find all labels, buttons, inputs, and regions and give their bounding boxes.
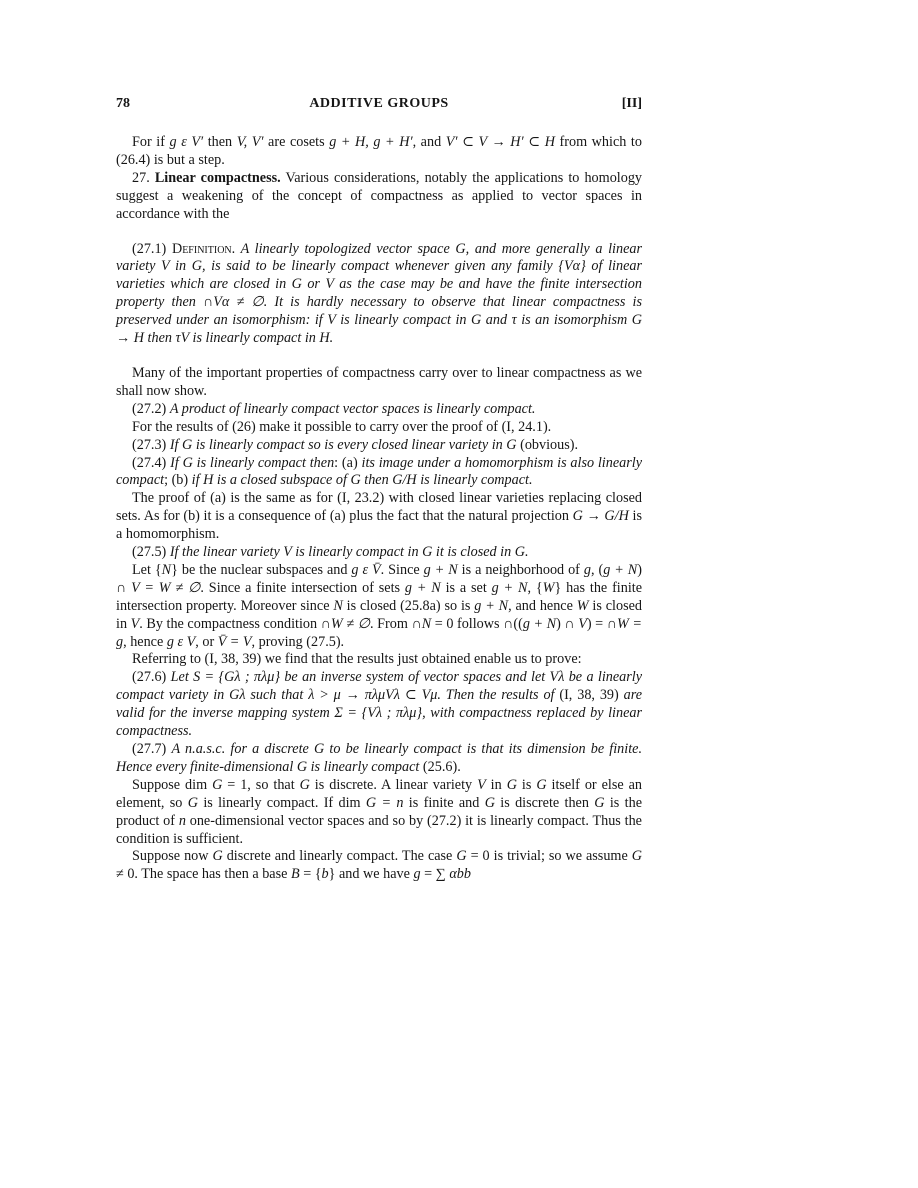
text-segment: G bbox=[212, 776, 223, 793]
text-segment: , ( bbox=[590, 561, 604, 578]
text-segment: A linearly topologized vector space G, and more generally a linear variety V in G, is said to be linearly compact whenever given any family {V bbox=[116, 240, 642, 275]
text-segment: g + N bbox=[404, 579, 441, 596]
text-segment: G bbox=[456, 848, 467, 865]
text-segment: Many of the important properties of compactness carry over to linear compactness as we shall now show. bbox=[116, 364, 642, 399]
text-segment: discrete and linearly compact. The case bbox=[222, 848, 457, 865]
text-segment: = 0 follows ∩(( bbox=[431, 615, 523, 632]
chapter-number: [II] bbox=[621, 96, 642, 111]
text-segment: V = W ≠ ∅ bbox=[131, 579, 201, 596]
text-segment: be a linearly compact variety in G bbox=[116, 669, 643, 704]
text-segment: V bbox=[385, 687, 394, 704]
text-segment: N bbox=[333, 597, 343, 614]
page-body bbox=[116, 134, 642, 884]
running-title: ADDITIVE GROUPS bbox=[309, 96, 449, 111]
text-segment: λ bbox=[393, 687, 400, 704]
text-segment: itself or else an element, so bbox=[116, 776, 643, 811]
text-segment: ≠ 0. The space has then a base bbox=[116, 866, 291, 883]
paragraph-p10 bbox=[116, 544, 642, 562]
text-segment: α bbox=[221, 294, 230, 311]
text-segment: , hence bbox=[123, 633, 167, 650]
text-segment: : (a) bbox=[334, 454, 362, 471]
text-segment: b bbox=[463, 866, 471, 883]
text-segment: μ bbox=[430, 687, 438, 704]
text-segment: Referring to (I, 38, 39) we find that the results just obtained enable us to prove: bbox=[132, 651, 582, 668]
text-segment: W bbox=[542, 579, 555, 596]
paragraph-p12 bbox=[116, 651, 642, 669]
paragraph-p3 bbox=[116, 241, 642, 348]
text-segment: is a neighborhood of bbox=[457, 561, 584, 578]
text-segment: g bbox=[583, 561, 591, 578]
text-segment: , { bbox=[527, 579, 543, 596]
text-segment: G bbox=[212, 848, 223, 865]
text-segment: Let { bbox=[132, 561, 162, 578]
text-segment: } be an inverse system of vector spaces and let V bbox=[274, 669, 559, 686]
text-segment: ; π bbox=[382, 705, 404, 722]
text-segment: is closed in bbox=[116, 597, 642, 632]
text-segment: , proving (27.5). bbox=[251, 633, 345, 650]
text-segment: } be the nuclear subspaces and bbox=[171, 561, 352, 578]
text-segment: , and bbox=[412, 134, 446, 150]
text-segment: is discrete. A linear variety bbox=[309, 776, 478, 793]
text-segment: is discrete then bbox=[494, 794, 595, 811]
paragraph-p11 bbox=[116, 562, 642, 652]
text-segment: ⊂ V bbox=[399, 687, 431, 704]
paragraph-p6 bbox=[116, 419, 642, 437]
text-segment: N bbox=[421, 615, 432, 632]
text-segment: V̄ = V bbox=[217, 633, 252, 650]
text-segment: G bbox=[631, 848, 642, 865]
text-segment: V′ ⊂ V → H′ ⊂ H bbox=[445, 134, 555, 150]
text-segment: W bbox=[576, 597, 589, 614]
text-segment: B bbox=[290, 866, 300, 883]
text-segment: , or bbox=[195, 633, 218, 650]
text-segment: } and we have bbox=[328, 866, 414, 883]
text-segment: G = n bbox=[365, 794, 404, 811]
text-segment: (25.6). bbox=[419, 758, 461, 775]
text-segment: ) ∩ bbox=[556, 615, 579, 632]
text-segment: For if bbox=[132, 134, 170, 150]
text-segment: b bbox=[321, 866, 329, 883]
text-segment: V, V′ bbox=[236, 134, 264, 150]
paragraph-p13 bbox=[116, 669, 642, 741]
text-segment: , and hence bbox=[508, 597, 577, 614]
text-segment: Definition. bbox=[171, 240, 236, 257]
text-segment: α bbox=[449, 866, 457, 883]
text-segment: For the results of (26) make it possible to carry over the proof of (I, 24.1). bbox=[132, 418, 552, 435]
text-segment: is the product of bbox=[116, 794, 642, 829]
paragraph-p2 bbox=[116, 170, 642, 224]
text-segment: g ε V bbox=[166, 633, 196, 650]
text-segment: (27.2) bbox=[132, 400, 170, 417]
text-segment: λμ bbox=[261, 669, 275, 686]
paragraph-p5 bbox=[116, 401, 642, 419]
text-segment: λ bbox=[239, 687, 246, 704]
text-segment: Suppose dim bbox=[132, 776, 213, 793]
text-segment: is a set bbox=[440, 579, 492, 596]
text-segment: (27.3) bbox=[132, 436, 170, 453]
text-segment: = { bbox=[299, 866, 322, 883]
page-header bbox=[116, 96, 642, 118]
text-segment: g + H, g + H′ bbox=[329, 134, 413, 150]
text-segment: λ bbox=[234, 669, 241, 686]
text-segment: = 1, so that bbox=[222, 776, 300, 793]
text-segment: V bbox=[578, 615, 587, 632]
text-segment: Let S = {G bbox=[170, 669, 235, 686]
text-segment: is bbox=[516, 776, 537, 793]
text-segment: The proof of (a) is the same as for (I, 23.2) with closed linear varieties replacing closed sets. As for (b) it is a consequence of (a) plus the fact that the natural projection bbox=[116, 490, 642, 525]
paragraph-p8 bbox=[116, 455, 642, 491]
paragraph-p14 bbox=[116, 741, 642, 777]
text-segment: Linear compactness. bbox=[154, 169, 281, 186]
text-segment: G bbox=[299, 776, 310, 793]
text-segment: If G is linearly compact so is every closed linear variety in G bbox=[169, 436, 517, 453]
paragraph-p9 bbox=[116, 490, 642, 544]
text-segment: (obvious). bbox=[516, 436, 579, 453]
text-segment: g ε V̄ bbox=[351, 561, 381, 578]
paragraph-spacer bbox=[116, 348, 642, 365]
text-segment: ) = ∩ bbox=[586, 615, 618, 632]
text-segment: A n.a.s.c. for a discrete G to be linearly compact is that its dimension be finite. Hence every finite-dimensional G is linearly compact bbox=[116, 741, 643, 775]
text-segment: G bbox=[594, 794, 605, 811]
paragraph-spacer bbox=[116, 224, 642, 241]
text-segment: V bbox=[477, 776, 486, 793]
text-segment: from which to (26.4) is but a step. bbox=[116, 134, 642, 168]
text-segment: (I, 38, 39) bbox=[554, 687, 624, 704]
text-segment: if H is a closed subspace of G then G/H is linearly compact. bbox=[191, 472, 533, 489]
text-segment: b bbox=[456, 866, 464, 883]
text-segment: λμ bbox=[403, 705, 417, 722]
text-segment: G bbox=[187, 794, 198, 811]
text-segment: g + N bbox=[423, 561, 458, 578]
text-segment: = 0 is trivial; so we assume bbox=[466, 848, 632, 865]
text-segment: Suppose now bbox=[132, 848, 213, 865]
text-segment: G bbox=[506, 776, 517, 793]
text-segment: (27.5) bbox=[132, 544, 170, 561]
text-segment: 27. bbox=[132, 169, 155, 186]
page-number: 78 bbox=[116, 96, 130, 111]
text-segment: If the linear variety V is linearly compact in G it is closed in G. bbox=[169, 544, 529, 561]
text-segment: . From ∩ bbox=[370, 615, 422, 632]
text-segment: G bbox=[484, 794, 495, 811]
text-segment: is closed (25.8a) so is bbox=[342, 597, 475, 614]
text-segment: λ bbox=[375, 705, 383, 722]
text-segment: . Since a finite intersection of sets bbox=[200, 579, 405, 596]
text-segment: g bbox=[413, 866, 421, 883]
text-segment: g + N bbox=[603, 561, 638, 578]
text-segment: its image under a homomorphism is also linearly compact bbox=[116, 454, 642, 489]
paragraph-p4 bbox=[116, 365, 642, 401]
paragraph-p1 bbox=[116, 134, 642, 170]
text-segment: n bbox=[178, 812, 186, 829]
text-segment: λ bbox=[558, 669, 565, 686]
text-segment: are cosets bbox=[263, 134, 330, 150]
text-segment: are valid for the inverse mapping system Σ = {V bbox=[116, 687, 643, 722]
text-segment: ≠ ∅. It is hardly necessary to observe that linear compactness is preserved under an isomorphism: if V is linearly compact in G and τ is an isomorphism G → H then τV is linearly compact in H. bbox=[116, 294, 642, 347]
text-segment: one-dimensional vector spaces and so by (27.2) it is linearly compact. Thus the condition is sufficient. bbox=[116, 812, 642, 847]
text-segment: . Then the results of bbox=[437, 687, 555, 704]
text-segment: is linearly compact. If dim bbox=[197, 794, 366, 811]
text-segment: If G is linearly compact then bbox=[170, 454, 335, 471]
text-segment: α bbox=[572, 258, 581, 275]
text-segment: (27.1) bbox=[132, 240, 172, 257]
text-segment: } has the finite intersection property. Moreover since bbox=[116, 579, 643, 614]
text-segment: ; (b) bbox=[164, 472, 192, 489]
text-segment: . By the compactness condition ∩ bbox=[139, 615, 331, 632]
text-segment: (27.7) bbox=[132, 741, 172, 757]
text-segment: . Since bbox=[380, 561, 424, 578]
book-page bbox=[116, 96, 643, 883]
text-segment: (27.4) bbox=[132, 454, 171, 471]
text-segment: V bbox=[130, 615, 140, 632]
text-segment: then bbox=[203, 134, 237, 150]
text-segment: λμ bbox=[371, 687, 386, 704]
text-segment: g + N bbox=[522, 615, 557, 632]
text-segment: W ≠ ∅ bbox=[330, 615, 371, 632]
text-segment: G → G/H bbox=[572, 508, 629, 525]
text-segment: } of linear varieties which are closed in G or V as the case may be and have the finite intersection property then ∩V bbox=[116, 258, 642, 311]
text-segment: g + N bbox=[491, 579, 528, 596]
text-segment: in bbox=[485, 776, 507, 793]
text-segment: = ∑ bbox=[420, 866, 450, 883]
text-segment: }, with compactness replaced by linear compactness. bbox=[116, 705, 642, 740]
text-segment: g ε V′ bbox=[169, 134, 204, 150]
text-segment: is finite and bbox=[403, 794, 485, 811]
text-segment: such that λ > μ → π bbox=[245, 687, 372, 704]
text-segment: G bbox=[536, 776, 547, 793]
text-segment: (27.6) bbox=[132, 669, 171, 686]
text-segment: A product of linearly compact vector spaces is linearly compact. bbox=[169, 400, 536, 417]
text-segment: N bbox=[161, 561, 172, 578]
text-segment: W = g bbox=[116, 615, 642, 650]
text-segment: ) ∩ bbox=[116, 561, 642, 596]
paragraph-p7 bbox=[116, 437, 642, 455]
text-segment: is a homomorphism. bbox=[116, 508, 642, 543]
paragraph-p16 bbox=[116, 848, 642, 884]
text-segment: ; π bbox=[240, 669, 262, 686]
text-segment: Various considerations, notably the applications to homology suggest a weakening of the concept of compactness as applied to vector spaces in accordance with the bbox=[116, 169, 643, 222]
text-segment: g + N bbox=[474, 597, 509, 614]
paragraph-p15 bbox=[116, 777, 642, 849]
